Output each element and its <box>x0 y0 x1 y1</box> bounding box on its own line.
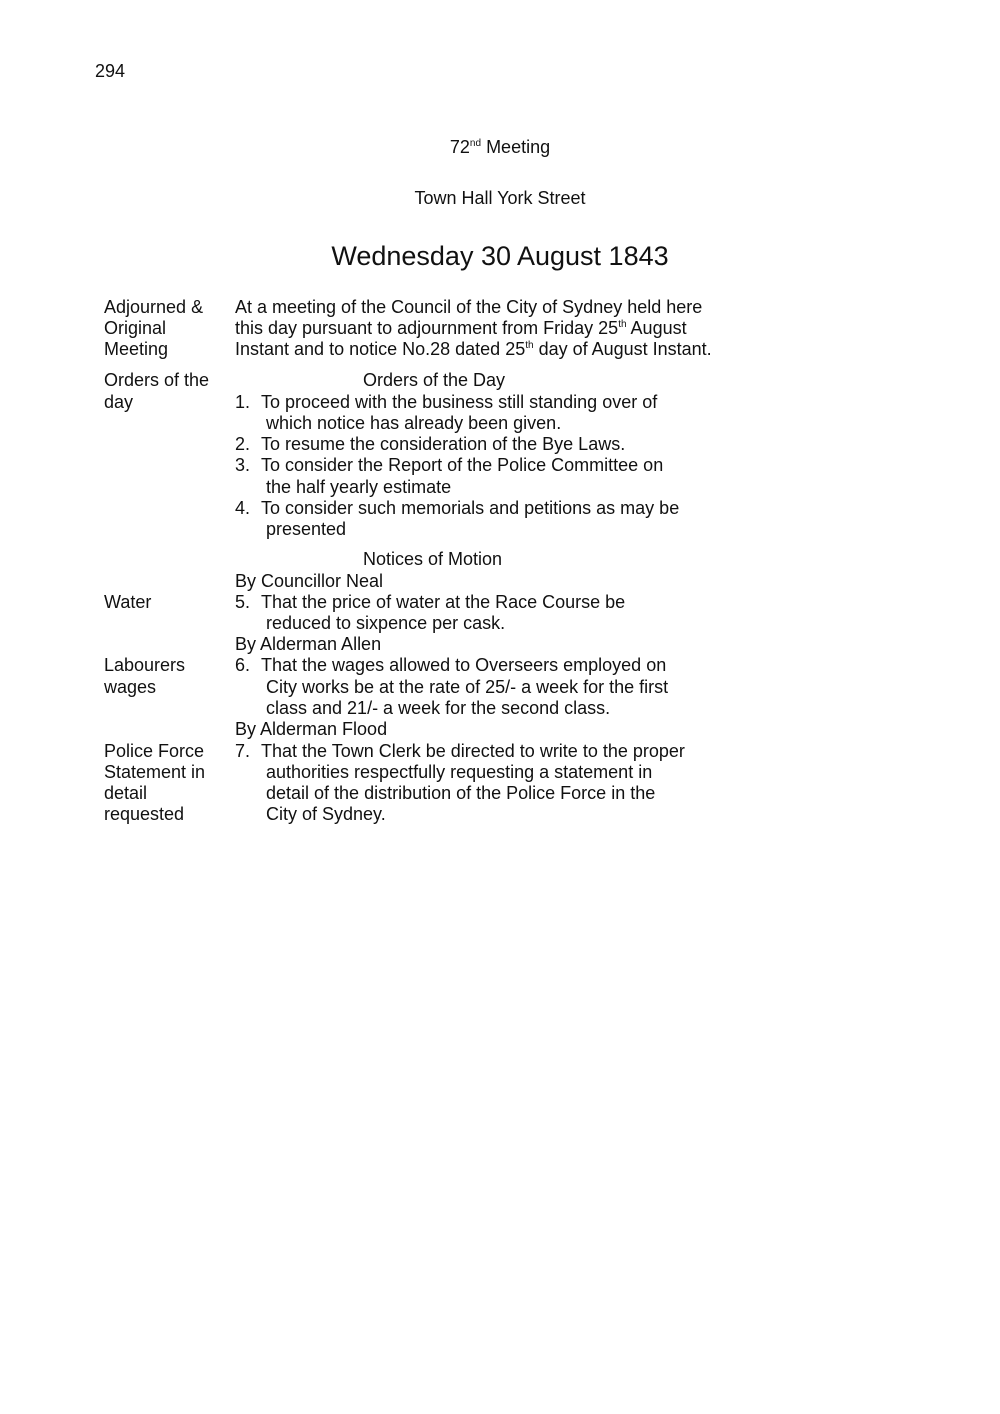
margin-note-labourers-1: Labourers <box>104 655 186 675</box>
order-2-line-1: To resume the consideration of the Bye Laws. <box>261 434 626 454</box>
notice-7-line-1: That the Town Clerk be directed to write to the proper <box>261 741 685 761</box>
intro-line-3-rest: day of August Instant. <box>533 339 712 359</box>
margin-note-orders-2: day <box>104 392 134 412</box>
intro-line-2 <box>235 318 687 339</box>
notice-6-line-2: City works be at the rate of 25/- a week for the first <box>266 677 669 697</box>
notice-7-line-4: City of Sydney. <box>266 804 386 824</box>
intro-line-2-text: this day pursuant to adjournment from Friday 25 <box>235 318 619 338</box>
order-4-number: 4. <box>235 498 251 518</box>
intro-line-2-sup: th <box>618 319 627 330</box>
margin-note-police-2: Statement in <box>104 762 206 782</box>
margin-note-labourers-2: wages <box>104 677 157 697</box>
margin-note-adjourned-3: Meeting <box>104 339 169 359</box>
notice-5-number: 5. <box>235 592 251 612</box>
notice-7-mover: By Alderman Flood <box>235 719 388 739</box>
order-4-line-1: To consider such memorials and petitions as may be <box>261 498 680 518</box>
notice-5-line-1: That the price of water at the Race Course be <box>261 592 626 612</box>
notice-6-line-3: class and 21/- a week for the second class. <box>266 698 611 718</box>
notices-heading: Notices of Motion <box>363 549 503 569</box>
margin-note-police-3: detail <box>104 783 148 803</box>
page-number: 294 <box>95 61 126 81</box>
meeting-ordinal-suffix: nd <box>469 138 482 149</box>
margin-note-police-4: requested <box>104 804 185 824</box>
order-3-line-1: To consider the Report of the Police Committee on <box>261 455 664 475</box>
order-4-line-2: presented <box>266 519 347 539</box>
notice-5-mover: By Councillor Neal <box>235 571 384 591</box>
meeting-number <box>0 137 1000 158</box>
order-1-number: 1. <box>235 392 251 412</box>
meeting-label: Meeting <box>486 137 551 157</box>
intro-line-1: At a meeting of the Council of the City of Sydney held here <box>235 297 703 317</box>
date-heading: Wednesday 30 August 1843 <box>331 241 669 271</box>
intro-line-3-sup: th <box>525 340 534 351</box>
order-3-line-2: the half yearly estimate <box>266 477 452 497</box>
order-1-line-1: To proceed with the business still standing over of <box>261 392 658 412</box>
notice-6-mover: By Alderman Allen <box>235 634 382 654</box>
meeting-ordinal: 72 <box>449 137 470 157</box>
orders-heading: Orders of the Day <box>363 370 506 390</box>
intro-line-2-rest: August <box>626 318 687 338</box>
margin-note-orders-1: Orders of the <box>104 370 210 390</box>
order-2-number: 2. <box>235 434 251 454</box>
notice-5-line-2: reduced to sixpence per cask. <box>266 613 506 633</box>
margin-note-water: Water <box>104 592 152 612</box>
intro-line-3-text: Instant and to notice No.28 dated 25 <box>235 339 526 359</box>
margin-note-adjourned-2: Original <box>104 318 167 338</box>
notice-7-number: 7. <box>235 741 251 761</box>
notice-7-line-2: authorities respectfully requesting a statement in <box>266 762 653 782</box>
order-1-line-2: which notice has already been given. <box>266 413 562 433</box>
margin-note-police-1: Police Force <box>104 741 205 761</box>
intro-line-3 <box>235 339 712 360</box>
notice-6-number: 6. <box>235 655 251 675</box>
order-3-number: 3. <box>235 455 251 475</box>
venue: Town Hall York Street <box>414 188 586 208</box>
notice-7-line-3: detail of the distribution of the Police Force in the <box>266 783 656 803</box>
margin-note-adjourned-1: Adjourned & <box>104 297 204 317</box>
notice-6-line-1: That the wages allowed to Overseers employed on <box>261 655 667 675</box>
